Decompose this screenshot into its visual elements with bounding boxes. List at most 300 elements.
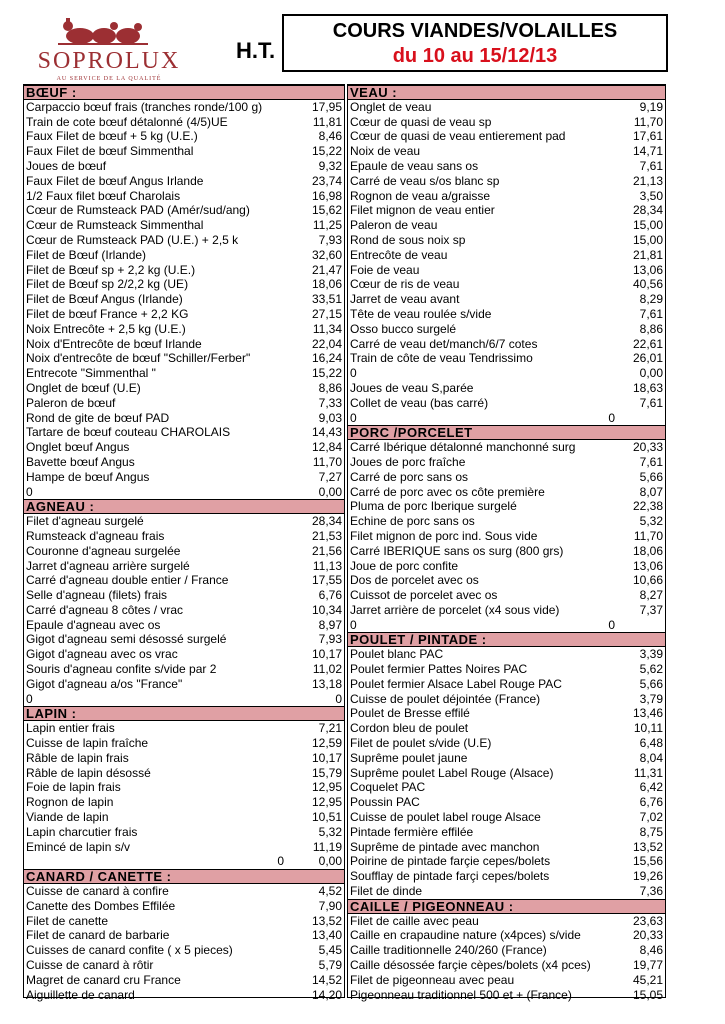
price-row <box>348 366 665 381</box>
product-price: 7,61 <box>639 454 663 469</box>
product-price: 16,98 <box>311 188 342 203</box>
section-header <box>24 706 344 721</box>
price-row <box>24 677 344 692</box>
price-row <box>348 174 665 189</box>
product-price: 15,22 <box>311 366 342 381</box>
product-price: 10,17 <box>311 647 342 662</box>
product-name: Carré de porc avec os côte première <box>350 484 545 499</box>
product-name: Foie de veau <box>350 262 420 277</box>
product-name: Onglet de bœuf (U.E) <box>26 380 141 395</box>
product-name: Poirine de pintade farçie cepes/bolets <box>350 854 551 869</box>
price-row <box>24 366 344 381</box>
product-price: 40,56 <box>632 277 663 292</box>
section-title: PORC /PORCELET <box>350 426 473 440</box>
product-name: Pluma de porc Iberique surgelé <box>350 499 517 514</box>
product-price: 45,21 <box>632 972 663 987</box>
product-price: 7,93 <box>318 232 342 247</box>
product-price: 7,36 <box>639 884 663 899</box>
price-row <box>348 233 665 248</box>
product-name: Poulet fermier Alsace Label Rouge PAC <box>350 676 562 691</box>
product-name: Carpaccio bœuf frais (tranches ronde/100 g) <box>26 99 263 114</box>
price-row <box>24 144 344 159</box>
product-price: 22,38 <box>632 499 663 514</box>
price-row <box>348 780 665 795</box>
product-price: 17,55 <box>311 573 342 588</box>
product-name: Epaule de veau sans os <box>350 158 479 173</box>
product-name: Faux Filet de bœuf + 5 kg (U.E.) <box>26 129 198 144</box>
product-name: Jarret arrière de porcelet (x4 sous vide) <box>350 602 560 617</box>
price-row <box>348 499 665 514</box>
price-row <box>348 588 665 603</box>
price-row <box>348 455 665 470</box>
product-name: Soufflay de pintade farçi cepes/bolets <box>350 869 550 884</box>
price-row <box>24 337 344 352</box>
product-price: 7,02 <box>639 810 663 825</box>
product-name: 0 <box>350 366 357 381</box>
product-name: Carré d'agneau 8 côtes / vrac <box>26 602 184 617</box>
product-name: Joue de porc confite <box>350 558 459 573</box>
product-name: Filet de dinde <box>350 884 423 899</box>
product-name: Cœur de Rumsteack Simmenthal <box>26 218 204 233</box>
product-price: 13,06 <box>632 558 663 573</box>
product-price: 5,79 <box>318 958 342 973</box>
section-header <box>348 85 665 100</box>
price-row <box>348 766 665 781</box>
product-price: 13,40 <box>311 928 342 943</box>
product-price <box>617 618 665 633</box>
product-name: Cordon bleu de poulet <box>350 721 469 736</box>
placeholder-value: 0 <box>608 617 615 632</box>
product-price: 19,77 <box>632 958 663 973</box>
price-row <box>24 618 344 633</box>
price-row <box>348 559 665 574</box>
page-title: COURS VIANDES/VOLAILLES <box>332 20 618 42</box>
product-price: 14,20 <box>311 987 342 1002</box>
product-price: 15,79 <box>311 765 342 780</box>
product-price: 9,19 <box>639 99 663 114</box>
product-name: Joues de veau S,parée <box>350 380 474 395</box>
product-name: Dos de porcelet avec os <box>350 573 479 588</box>
product-price: 13,46 <box>632 706 663 721</box>
price-row <box>24 115 344 130</box>
price-list-left <box>23 84 345 1002</box>
title-box <box>282 14 668 72</box>
product-price: 10,66 <box>632 573 663 588</box>
price-row <box>24 529 344 544</box>
product-price: 11,70 <box>633 528 663 543</box>
product-price: 21,13 <box>632 173 663 188</box>
product-name: Onglet de veau <box>350 99 432 114</box>
product-price: 11,34 <box>312 321 342 336</box>
price-row <box>24 248 344 263</box>
product-name: Filet de Bœuf Angus (Irlande) <box>26 292 183 307</box>
product-name: Pintade fermière effilée <box>350 824 474 839</box>
product-name: Filet de Bœuf sp + 2,2 kg (U.E.) <box>26 262 196 277</box>
placeholder-value: 0 <box>608 410 615 425</box>
price-row <box>348 470 665 485</box>
product-price: 17,95 <box>311 99 342 114</box>
price-row <box>24 455 344 470</box>
product-price: 33,51 <box>311 292 342 307</box>
product-name: Filet de pigeonneau avec peau <box>350 972 515 987</box>
product-price: 23,74 <box>311 173 342 188</box>
price-row <box>348 706 665 721</box>
product-name: Echine de porc sans os <box>350 514 475 529</box>
price-row <box>348 337 665 352</box>
product-name: Rond de gite de bœuf PAD <box>26 410 170 425</box>
price-row <box>348 189 665 204</box>
product-name <box>24 854 298 869</box>
product-price: 8,07 <box>639 484 663 499</box>
product-name: Carré de veau det/manch/6/7 cotes <box>350 336 538 351</box>
product-name: Entrecote "Simmenthal " <box>26 366 156 381</box>
product-price: 14,43 <box>311 425 342 440</box>
product-price: 27,15 <box>311 306 342 321</box>
section-header <box>348 632 665 647</box>
product-name: Coquelet PAC <box>350 780 426 795</box>
soprolux-logo <box>18 10 188 80</box>
product-price: 12,84 <box>311 440 342 455</box>
product-name: Rumsteack d'agneau frais <box>26 528 165 543</box>
product-price: 4,52 <box>318 884 342 899</box>
product-price: 5,62 <box>639 662 663 677</box>
product-name: Filet d'agneau surgelé <box>26 514 144 529</box>
brand-name: SOPROLUX <box>37 48 181 74</box>
product-name: Cuissot de porcelet avec os <box>350 588 498 603</box>
product-name: 0 <box>350 410 357 425</box>
section-title: AGNEAU : <box>26 500 95 514</box>
product-name: Pigeonneau traditionnel 500 et + (France) <box>350 987 572 1002</box>
product-price: 14,52 <box>311 972 342 987</box>
product-name: 1/2 Faux filet bœuf Charolais <box>26 188 181 203</box>
price-row <box>24 233 344 248</box>
price-row <box>24 514 344 529</box>
price-row <box>24 632 344 647</box>
product-price: 0,00 <box>639 366 663 381</box>
product-name: 0 <box>26 691 33 706</box>
product-price: 18,06 <box>311 277 342 292</box>
price-row <box>24 218 344 233</box>
price-row <box>348 884 665 899</box>
product-name: 0 <box>26 484 33 499</box>
price-row <box>348 958 665 973</box>
price-row <box>348 307 665 322</box>
product-name: Gigot d'agneau a/os "France" <box>26 676 183 691</box>
price-row <box>24 928 344 943</box>
product-name: Train de cote bœuf détalonné (4/5)UE <box>26 114 228 129</box>
price-row <box>348 203 665 218</box>
product-name: Carré d'agneau double entier / France <box>26 573 229 588</box>
product-price: 14,71 <box>632 144 663 159</box>
product-name: Filet de Bœuf sp 2/2,2 kg (UE) <box>26 277 189 292</box>
product-name: Suprême de pintade avec manchon <box>350 839 540 854</box>
product-name: Joues de bœuf <box>26 158 107 173</box>
product-price: 13,52 <box>632 839 663 854</box>
price-row <box>348 677 665 692</box>
product-name: Noix d'entrecôte de bœuf "Schiller/Ferber" <box>26 351 251 366</box>
product-name: Train de côte de veau Tendrissimo <box>350 351 533 366</box>
product-name: Cuisse de poulet label rouge Alsace <box>350 810 541 825</box>
product-price: 32,60 <box>311 247 342 262</box>
product-name: Cœur de quasi de veau entierement pad <box>350 129 566 144</box>
price-row <box>348 943 665 958</box>
price-row <box>24 810 344 825</box>
product-name: Filet de Bœuf (Irlande) <box>26 247 147 262</box>
product-price: 18,63 <box>632 380 663 395</box>
price-row <box>348 144 665 159</box>
product-price: 6,76 <box>639 795 663 810</box>
price-row <box>24 914 344 929</box>
price-row <box>24 825 344 840</box>
price-row <box>24 751 344 766</box>
product-price: 8,46 <box>639 943 663 958</box>
price-list-right <box>347 84 666 1002</box>
price-row <box>24 189 344 204</box>
product-price: 28,34 <box>311 514 342 529</box>
price-row <box>24 100 344 115</box>
product-price: 11,31 <box>633 765 663 780</box>
product-price: 10,34 <box>311 602 342 617</box>
product-name: Paleron de veau <box>350 218 438 233</box>
product-price: 7,27 <box>318 469 342 484</box>
price-row <box>24 766 344 781</box>
product-price: 3,39 <box>639 647 663 662</box>
price-row <box>24 203 344 218</box>
product-price: 28,34 <box>632 203 663 218</box>
section-title: POULET / PINTADE : <box>350 633 487 647</box>
price-row <box>24 485 344 500</box>
product-name: Cuisses de canard confite ( x 5 pieces) <box>26 943 233 958</box>
product-name: Filet de caille avec peau <box>350 913 479 928</box>
product-price: 11,70 <box>312 454 342 469</box>
product-price: 11,25 <box>312 218 342 233</box>
product-name: Filet mignon de porc ind. Sous vide <box>350 528 538 543</box>
product-name: Râble de lapin frais <box>26 750 129 765</box>
product-price: 15,56 <box>632 854 663 869</box>
product-name: Canette des Dombes Effilée <box>26 898 176 913</box>
product-name: Poulet de Bresse effilé <box>350 706 470 721</box>
price-row <box>24 573 344 588</box>
product-name: Suprême poulet Label Rouge (Alsace) <box>350 765 554 780</box>
product-price: 17,61 <box>632 129 663 144</box>
product-name: 0 <box>350 617 357 632</box>
price-row <box>24 411 344 426</box>
price-row <box>24 263 344 278</box>
price-row <box>348 869 665 884</box>
product-name: Selle d'agneau (filets) frais <box>26 588 168 603</box>
product-price: 8,86 <box>318 380 342 395</box>
product-price: 21,47 <box>311 262 342 277</box>
product-price: 21,81 <box>632 247 663 262</box>
price-row <box>24 780 344 795</box>
product-name: Magret de canard cru France <box>26 972 181 987</box>
price-row <box>348 292 665 307</box>
price-row <box>24 899 344 914</box>
price-row <box>24 307 344 322</box>
price-row <box>24 277 344 292</box>
product-name: Rognon de lapin <box>26 795 114 810</box>
price-row <box>348 692 665 707</box>
price-row <box>24 440 344 455</box>
price-row <box>24 795 344 810</box>
price-row <box>24 396 344 411</box>
price-row <box>348 914 665 929</box>
product-price: 7,37 <box>639 602 663 617</box>
price-row <box>348 810 665 825</box>
product-name: Cuisse de poulet déjointée (France) <box>350 691 541 706</box>
price-row <box>24 721 344 736</box>
product-name: Cuisse de canard à confire <box>26 884 169 899</box>
poultry-silhouette-icon <box>58 12 148 46</box>
product-price: 10,11 <box>633 721 663 736</box>
product-name: Gigot d'agneau avec os vrac <box>26 647 178 662</box>
product-name: Caille en crapaudine nature (x4pces) s/vide <box>350 928 581 943</box>
price-row <box>24 662 344 677</box>
product-price: 0 <box>335 691 342 706</box>
price-row <box>348 322 665 337</box>
price-row <box>24 159 344 174</box>
placeholder-value: 0 <box>277 854 284 869</box>
price-row <box>348 351 665 366</box>
product-price: 15,00 <box>632 218 663 233</box>
product-price: 15,05 <box>632 987 663 1002</box>
section-title: CAILLE / PIGEONNEAU : <box>350 899 514 913</box>
product-price: 22,04 <box>311 336 342 351</box>
product-price: 0,00 <box>318 484 342 499</box>
product-name: Gigot d'agneau semi désossé surgelé <box>26 632 227 647</box>
product-price: 10,51 <box>311 810 342 825</box>
price-row <box>348 263 665 278</box>
product-name: Epaule d'agneau avec os <box>26 617 161 632</box>
product-name: Hampe de bœuf Angus <box>26 469 150 484</box>
product-price: 11,70 <box>633 114 663 129</box>
product-price: 5,32 <box>639 514 663 529</box>
price-row <box>348 647 665 662</box>
product-name: Collet de veau (bas carré) <box>350 395 489 410</box>
product-price: 11,19 <box>312 839 342 854</box>
price-row <box>348 751 665 766</box>
product-name: Lapin entier frais <box>26 721 115 736</box>
product-price: 8,27 <box>639 588 663 603</box>
product-name: Cœur de quasi de veau sp <box>350 114 492 129</box>
price-row <box>24 840 344 855</box>
price-row <box>348 721 665 736</box>
product-name: Tête de veau roulée s/vide <box>350 306 492 321</box>
product-name: Faux Filet de bœuf Simmenthal <box>26 144 194 159</box>
section-title: CANARD / CANETTE : <box>26 870 172 884</box>
price-row <box>348 115 665 130</box>
product-price: 16,24 <box>311 351 342 366</box>
product-price: 15,62 <box>311 203 342 218</box>
product-price: 6,48 <box>639 736 663 751</box>
price-row <box>348 514 665 529</box>
price-row <box>24 292 344 307</box>
product-name: Cœur de ris de veau <box>350 277 460 292</box>
price-row <box>24 425 344 440</box>
product-name: Souris d'agneau confite s/vide par 2 <box>26 662 217 677</box>
price-row <box>348 840 665 855</box>
price-row <box>348 603 665 618</box>
product-price: 8,46 <box>318 129 342 144</box>
product-name: Caille traditionnelle 240/260 (France) <box>350 943 547 958</box>
price-row <box>348 825 665 840</box>
product-name: Noix Entrecôte + 2,5 kg (U.E.) <box>26 321 186 336</box>
product-price: 5,32 <box>318 824 342 839</box>
price-row <box>24 692 344 707</box>
product-price <box>617 411 665 426</box>
product-price: 12,95 <box>311 780 342 795</box>
price-row <box>24 351 344 366</box>
product-price: 0,00 <box>318 854 342 869</box>
product-name: Suprême poulet jaune <box>350 750 468 765</box>
product-name: Filet de bœuf France + 2,2 KG <box>26 306 189 321</box>
product-name: Tartare de bœuf couteau CHAROLAIS <box>26 425 231 440</box>
product-price: 7,61 <box>639 306 663 321</box>
product-name: Filet de canard de barbarie <box>26 928 170 943</box>
product-price: 21,56 <box>311 543 342 558</box>
product-name: Viande de lapin <box>26 810 109 825</box>
product-price: 6,42 <box>639 780 663 795</box>
product-name: Faux Filet de bœuf Angus Irlande <box>26 173 204 188</box>
price-row <box>348 485 665 500</box>
product-name: Jarret de veau avant <box>350 292 460 307</box>
product-price: 11,81 <box>312 114 342 129</box>
product-price: 13,06 <box>632 262 663 277</box>
product-price: 15,22 <box>311 144 342 159</box>
product-price: 22,61 <box>632 336 663 351</box>
section-header <box>348 425 665 440</box>
product-price: 11,02 <box>312 662 342 677</box>
price-row <box>348 218 665 233</box>
section-title: BŒUF : <box>26 86 77 99</box>
price-row <box>24 470 344 485</box>
product-name: Carré de porc sans os <box>350 469 469 484</box>
product-price: 11,13 <box>312 558 342 573</box>
product-name: Carré de veau s/os blanc sp <box>350 173 500 188</box>
brand-tagline: AU SERVICE DE LA QUALITÉ <box>56 76 162 82</box>
product-price: 20,33 <box>632 440 663 455</box>
product-name: Poulet fermier Pattes Noires PAC <box>350 662 528 677</box>
product-price: 18,06 <box>632 543 663 558</box>
section-header <box>24 85 344 100</box>
product-name: Poussin PAC <box>350 795 420 810</box>
date-range: du 10 au 15/12/13 <box>392 45 558 67</box>
product-name: Caille désossée farçie cèpes/bolets (x4 pces) <box>350 958 591 973</box>
product-price: 12,59 <box>311 736 342 751</box>
product-price: 8,04 <box>639 750 663 765</box>
price-row <box>348 973 665 988</box>
product-price: 7,61 <box>639 158 663 173</box>
price-row <box>348 618 665 633</box>
ht-label: H.T. <box>236 38 276 63</box>
product-price: 23,63 <box>632 913 663 928</box>
product-price: 13,18 <box>311 676 342 691</box>
product-name: Carré Ibérique détalonné manchonné surg <box>350 440 576 455</box>
section-header <box>24 869 344 884</box>
price-row <box>348 529 665 544</box>
price-row <box>348 381 665 396</box>
price-row <box>24 322 344 337</box>
product-name: Noix d'Entrecôte de bœuf Irlande <box>26 336 202 351</box>
product-price: 7,93 <box>318 632 342 647</box>
product-price: 3,79 <box>639 691 663 706</box>
product-name: Joues de porc fraîche <box>350 454 466 469</box>
product-name: Cœur de Rumsteack PAD (U.E.) + 2,5 k <box>26 232 239 247</box>
price-row <box>24 381 344 396</box>
section-title: LAPIN : <box>26 707 77 721</box>
product-name: Carré IBERIQUE sans os surg (800 grs) <box>350 543 564 558</box>
price-row <box>24 603 344 618</box>
